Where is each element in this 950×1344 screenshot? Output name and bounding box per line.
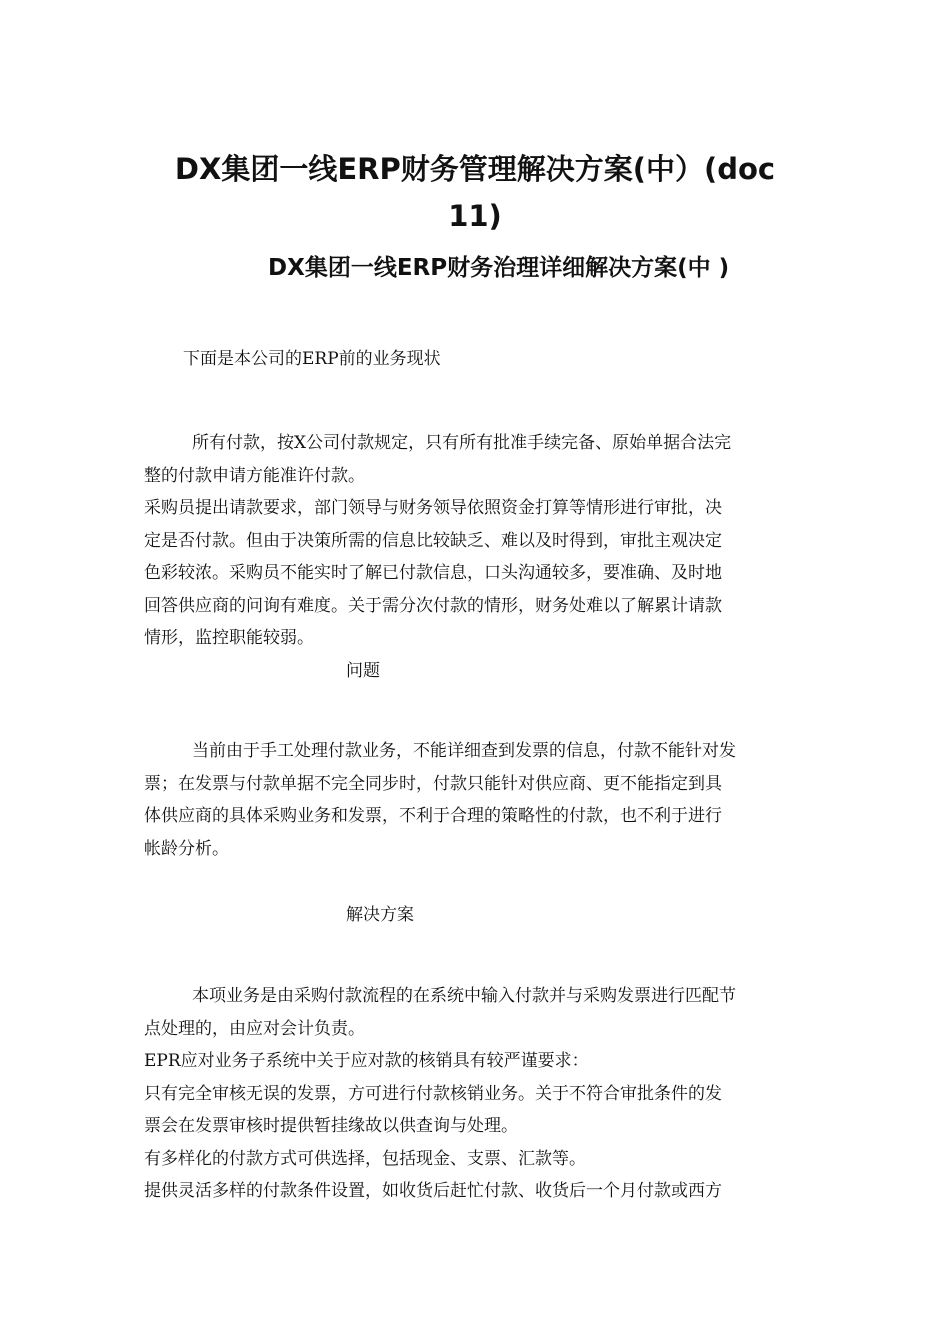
current-situation-paragraph [144,427,810,655]
paragraph-line: 情形，监控职能较弱。 [144,628,314,648]
paragraph-line: 所有付款，按X公司付款规定，只有所有批准手续完备、原始单据合法完 [192,433,732,453]
document-title-line-1: DX集团一线ERP财务管理解决方案(中）(doc [174,152,776,186]
solution-heading: 解决方案 [346,905,414,925]
paragraph-line: 色彩较浓。采购员不能实时了解已付款信息，口头沟通较多，要准确、及时地 [144,563,722,583]
paragraph-line: 帐龄分析。 [144,838,229,859]
paragraph-line: 票；在发票与付款单据不完全同步时，付款只能针对供应商、更不能指定到具 [144,773,722,794]
paragraph-line: 点处理的，由应对会计负责。 [144,1018,365,1039]
paragraph-line: 票会在发票审核时提供暂挂缘故以供查询与处理。 [144,1116,518,1136]
paragraph-line: 只有完全审核无误的发票，方可进行付款核销业务。关于不符合审批条件的发 [144,1083,722,1104]
problem-paragraph [144,735,810,865]
paragraph-line: 定是否付款。但由于决策所需的信息比较缺乏、难以及时得到，审批主观决定 [144,530,722,551]
solution-paragraph [144,980,810,1208]
problem-heading: 问题 [346,661,380,681]
document-subtitle: DX集团一线ERP财务治理详细解决方案(中 ) [268,255,730,281]
paragraph-line: 体供应商的具体采购业务和发票，不利于合理的策略性的付款，也不利于进行 [144,806,722,826]
paragraph-line: 本项业务是由采购付款流程的在系统中输入付款并与采购发票进行匹配节 [192,986,736,1006]
paragraph-line: 提供灵活多样的付款条件设置，如收货后赶忙付款、收货后一个月付款或西方 [144,1181,722,1201]
intro-text: 下面是本公司的ERP前的业务现状 [183,349,441,369]
document-title-line-2: 11) [448,199,502,233]
paragraph-line: 当前由于手工处理付款业务，不能详细查到发票的信息，付款不能针对发 [192,741,736,761]
paragraph-line: 有多样化的付款方式可供选择，包括现金、支票、汇款等。 [144,1148,586,1169]
paragraph-line: 回答供应商的问询有难度。关于需分次付款的情形，财务处难以了解累计请款 [144,595,722,616]
paragraph-line: 采购员提出请款要求，部门领导与财务领导依照资金打算等情形进行审批，决 [144,498,722,518]
paragraph-line: 整的付款申请方能准许付款。 [144,465,365,486]
document-title [160,146,790,240]
paragraph-line: EPR应对业务子系统中关于应对款的核销具有较严谨要求： [144,1051,589,1071]
